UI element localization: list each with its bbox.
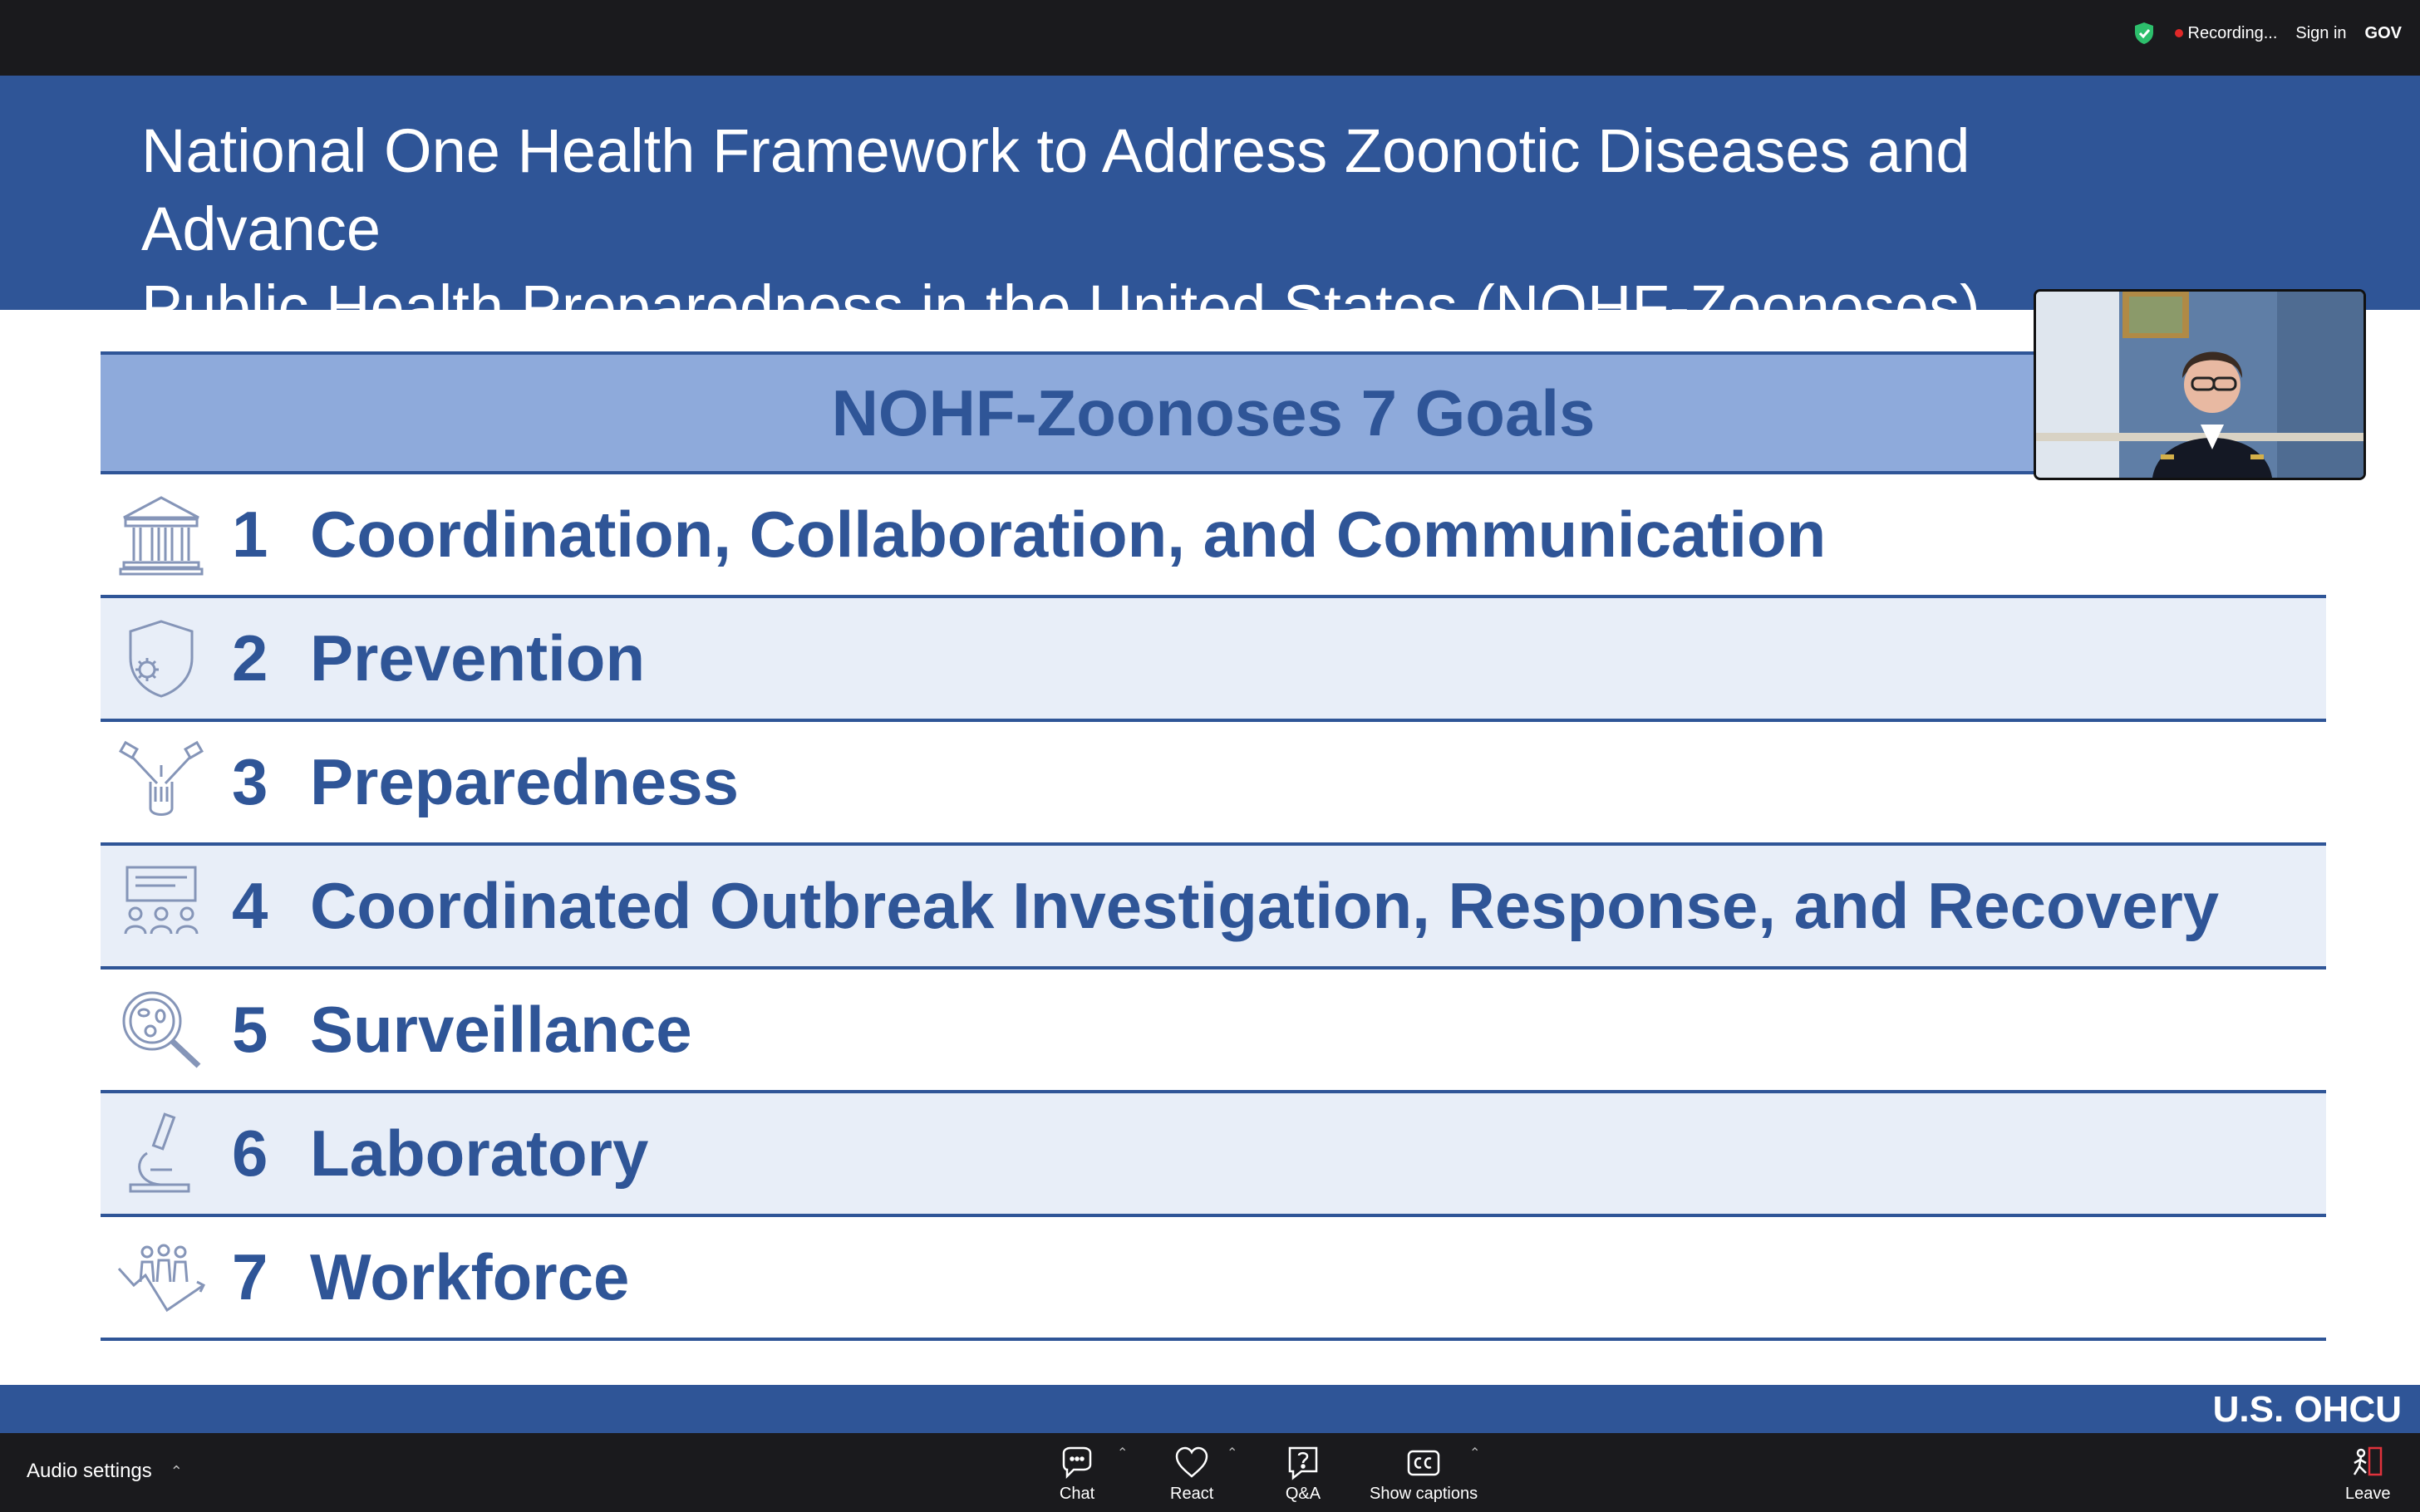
virus-shield-icon — [117, 616, 205, 700]
goal-label: Laboratory — [310, 1117, 649, 1190]
goal-number: 1 — [232, 498, 268, 571]
slide-footer — [0, 1385, 2420, 1433]
slide-title — [141, 112, 2219, 346]
leave-label: Leave — [2345, 1485, 2391, 1503]
team-people-icon — [117, 1235, 205, 1318]
meeting-top-bar — [0, 0, 2420, 76]
qa-label: Q&A — [1285, 1485, 1321, 1503]
recording-label: Recording... — [2187, 23, 2278, 42]
qa-button[interactable] — [1285, 1445, 1321, 1504]
goal-number: 7 — [232, 1240, 268, 1313]
chat-icon — [1059, 1445, 1095, 1481]
goal-number: 5 — [232, 993, 268, 1066]
security-shield-icon[interactable] — [2132, 21, 2157, 46]
goals-table-heading: NOHF-Zoonoses 7 Goals — [101, 351, 2326, 474]
gov-label: GOV — [2364, 23, 2402, 42]
react-button[interactable] — [1170, 1445, 1213, 1504]
leave-button[interactable] — [2345, 1445, 2391, 1504]
shared-slide — [0, 76, 2420, 1433]
chat-options-chevron-icon[interactable]: ⌃ — [1117, 1446, 1129, 1460]
slide-title-line-2: Public Health Preparedness in the United States (NOHF-Zoonoses) — [141, 272, 1980, 341]
goal-number: 4 — [232, 869, 268, 942]
chat-button[interactable] — [1059, 1445, 1095, 1504]
recording-dot-icon — [2175, 29, 2183, 37]
leave-door-icon — [2349, 1445, 2386, 1481]
goal-label: Workforce — [310, 1240, 630, 1313]
goal-row — [101, 1217, 2326, 1341]
goal-label: Surveillance — [310, 993, 692, 1066]
slide-title-line-1: National One Health Framework to Address Zoonotic Diseases and Advance — [141, 116, 1970, 263]
presentation-group-icon — [117, 864, 205, 947]
goal-row — [101, 1093, 2326, 1217]
goal-number: 3 — [232, 745, 268, 818]
goal-label: Prevention — [310, 621, 646, 695]
top-bar-status-group — [2132, 18, 2402, 48]
sign-in-button[interactable]: Sign in — [2295, 23, 2347, 42]
microscope-icon — [117, 1112, 205, 1195]
goal-row — [101, 474, 2326, 598]
government-building-icon — [117, 493, 205, 576]
react-options-chevron-icon[interactable]: ⌃ — [1227, 1446, 1238, 1460]
question-bubble-icon — [1285, 1445, 1321, 1481]
audio-settings-label: Audio settings — [27, 1460, 152, 1482]
magnifier-bacteria-icon — [117, 988, 205, 1071]
audio-settings-button[interactable] — [27, 1460, 183, 1483]
chevron-up-icon[interactable]: ⌃ — [170, 1462, 183, 1480]
goal-row — [101, 722, 2326, 846]
closed-captions-icon — [1405, 1445, 1442, 1481]
chat-label: Chat — [1059, 1485, 1095, 1503]
goal-number: 2 — [232, 621, 268, 695]
captions-options-chevron-icon[interactable]: ⌃ — [1469, 1446, 1481, 1460]
joined-hands-icon — [117, 740, 205, 823]
goal-label: Coordination, Collaboration, and Communication — [310, 498, 1827, 571]
goals-table — [101, 351, 2326, 1341]
goal-label: Coordinated Outbreak Investigation, Response, and Recovery — [310, 869, 2220, 942]
speaker-video-thumbnail[interactable] — [2034, 289, 2366, 480]
goal-row — [101, 598, 2326, 722]
meeting-control-bar — [0, 1433, 2420, 1512]
show-captions-button[interactable] — [1370, 1445, 1481, 1504]
recording-indicator[interactable] — [2175, 24, 2278, 43]
goal-row — [101, 970, 2326, 1093]
ohcu-label: U.S. OHCU — [2212, 1389, 2402, 1430]
heart-icon — [1173, 1445, 1210, 1481]
goal-row — [101, 846, 2326, 970]
react-label: React — [1170, 1485, 1214, 1503]
goal-label: Preparedness — [310, 745, 739, 818]
speaker-video-image — [2036, 292, 2363, 478]
goal-number: 6 — [232, 1117, 268, 1190]
show-captions-label: Show captions — [1370, 1485, 1478, 1503]
slide-header — [0, 76, 2420, 341]
